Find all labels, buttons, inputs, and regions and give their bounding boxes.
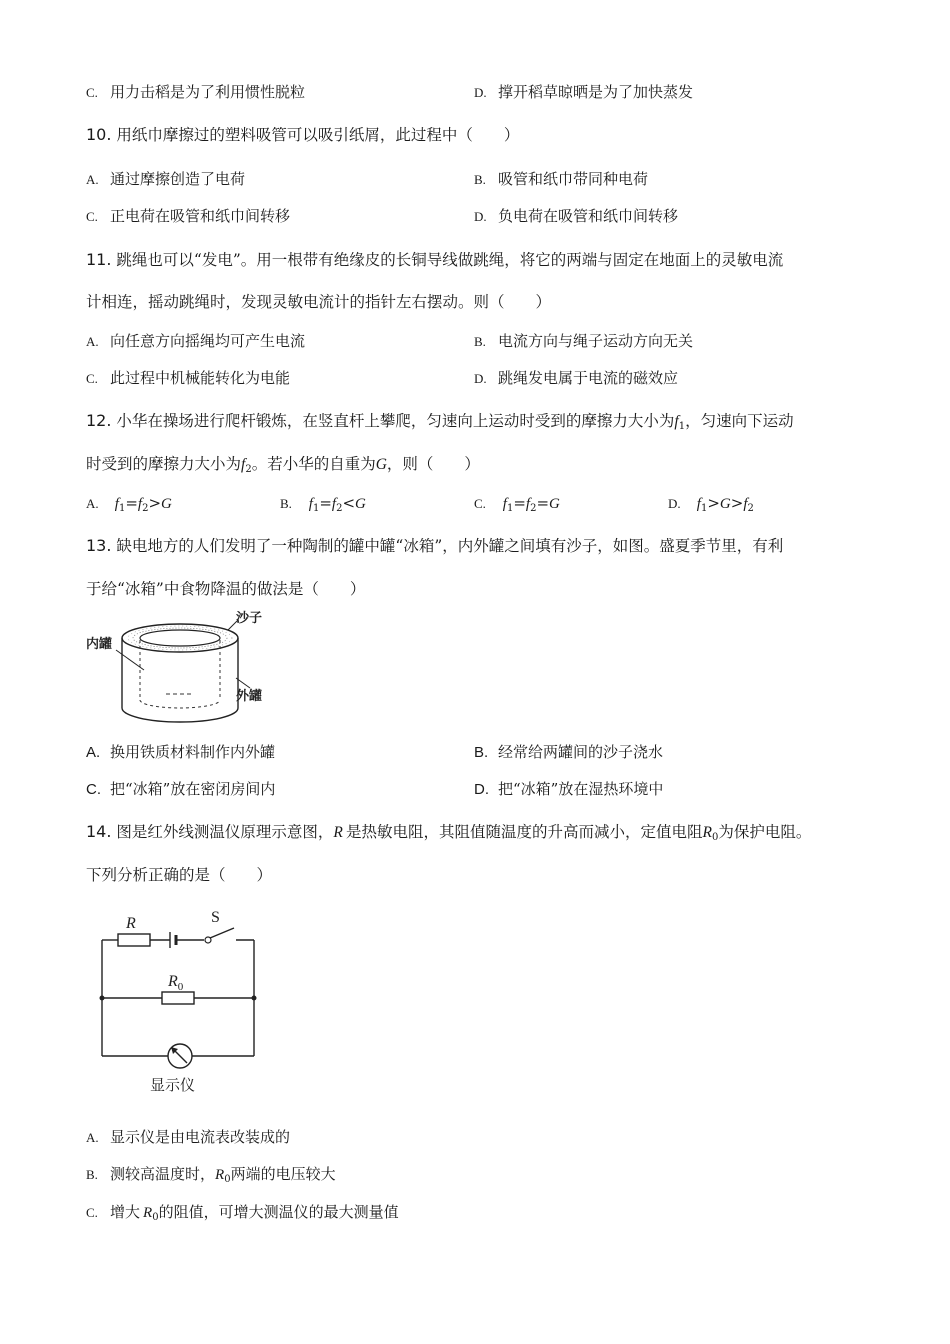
pot-in-pot-figure — [86, 608, 276, 733]
g-symbol: G — [161, 496, 172, 512]
option-text: 的阻值，可增大测温仪的最大测量值 — [158, 1203, 399, 1221]
relation: = — [319, 494, 332, 512]
stem-text: 。若小华的自重为 — [251, 455, 376, 473]
subscript: 0 — [152, 1212, 159, 1223]
option-text: 增大 — [110, 1203, 141, 1221]
g-symbol: G — [549, 496, 560, 512]
question-number: 11. — [86, 250, 112, 269]
option-label: A. — [86, 496, 99, 511]
q9-option-c — [86, 82, 305, 103]
f-symbol: f — [743, 496, 748, 512]
stem-text: 图是红外线测温仪原理示意图， — [116, 823, 334, 841]
f-symbol: f — [525, 496, 531, 512]
q13-option-c — [86, 779, 275, 800]
q12-option-c — [474, 493, 560, 514]
f-symbol: f — [137, 496, 143, 512]
stem-text: 时受到的摩擦力大小为 — [86, 455, 242, 473]
stem-text: ，则（ ） — [386, 455, 480, 473]
option-text: 电流方向与绳子运动方向无关 — [498, 332, 694, 350]
relation: > — [730, 494, 744, 512]
subscript: 1 — [678, 421, 686, 432]
subscript: 2 — [530, 503, 537, 514]
resistor-r0 — [162, 992, 194, 1004]
option-text: 向任意方向摇绳均可产生电流 — [110, 332, 306, 350]
option-text: 显示仪是由电流表改装成的 — [110, 1128, 291, 1146]
option-label: B. — [474, 334, 486, 349]
label-inner-pot: 内罐 — [86, 637, 113, 652]
stem-text: 下列分析正确的是（ ） — [86, 866, 273, 884]
r-symbol: R — [333, 824, 343, 841]
stem-text: ，匀速向下运动 — [685, 412, 794, 430]
subscript: 1 — [506, 503, 514, 514]
q10-option-a — [86, 169, 245, 190]
f-symbol: f — [331, 496, 337, 512]
switch-lever — [210, 928, 234, 938]
option-label: D. — [474, 781, 489, 798]
option-label: B. — [474, 172, 486, 187]
f-symbol: f — [308, 496, 313, 512]
q13-stem-line2 — [86, 579, 365, 599]
label-r0: $R_0$ — [168, 973, 184, 993]
option-text: 换用铁质材料制作内外罐 — [110, 743, 276, 761]
option-label: C. — [474, 496, 486, 511]
label-s: S — [211, 909, 220, 926]
f-symbol: f — [696, 496, 701, 512]
q13-option-a — [86, 742, 275, 763]
option-label: B. — [474, 744, 489, 761]
thermistor-r — [118, 934, 150, 946]
option-text: 两端的电压较大 — [230, 1165, 336, 1183]
option-label: A. — [86, 744, 101, 761]
f-symbol: f — [502, 496, 507, 512]
q11-option-d — [474, 368, 678, 389]
relation: > — [707, 494, 720, 512]
subscript: 2 — [142, 503, 149, 514]
q14-option-b — [86, 1164, 336, 1185]
subscript: 0 — [711, 832, 719, 843]
option-label: A. — [86, 172, 99, 187]
option-label: D. — [474, 209, 487, 224]
q14-option-c — [86, 1202, 399, 1223]
question-number: 14. — [86, 822, 112, 841]
g-symbol: G — [355, 496, 366, 512]
f-symbol: f — [114, 496, 119, 512]
r0-symbol: R — [702, 824, 712, 841]
relation: = — [536, 494, 550, 512]
option-text: 跳绳发电属于电流的磁效应 — [498, 369, 679, 387]
q13-stem-line1 — [86, 536, 783, 556]
subscript: 0 — [224, 1174, 231, 1185]
option-label: B. — [86, 1167, 98, 1182]
option-text: 把“冰箱”放在密闭房间内 — [110, 780, 276, 798]
option-text: 此过程中机械能转化为电能 — [110, 369, 291, 387]
stem-text: 小华在操场进行爬杆锻炼，在竖直杆上攀爬，匀速向上运动时受到的摩擦力大小为 — [116, 412, 675, 430]
subscript: 2 — [747, 503, 754, 514]
q10-stem — [86, 125, 519, 145]
subscript: 1 — [312, 503, 320, 514]
q11-stem-line1 — [86, 250, 783, 270]
option-text: 负电荷在吸管和纸巾间转移 — [498, 207, 679, 225]
option-label: C. — [86, 781, 101, 798]
question-number: 10. — [86, 125, 112, 144]
q10-option-d — [474, 206, 678, 227]
q11-option-b — [474, 331, 693, 352]
option-label: C. — [86, 209, 98, 224]
q11-option-a — [86, 331, 305, 352]
option-label: D. — [668, 496, 681, 511]
relation: = — [125, 494, 138, 512]
question-number: 13. — [86, 536, 112, 555]
option-label: C. — [86, 85, 98, 100]
q11-option-c — [86, 368, 290, 389]
label-r: R — [126, 915, 136, 932]
option-text: 撑开稻草晾晒是为了加快蒸发 — [498, 83, 694, 101]
question-number: 12. — [86, 411, 112, 430]
stem-text: 计相连，摇动跳绳时，发现灵敏电流计的指针左右摆动。则（ ） — [86, 293, 552, 311]
q14-option-a — [86, 1127, 290, 1148]
option-text: 用力击稻是为了利用惯性脱粒 — [110, 83, 306, 101]
subscript: 2 — [336, 503, 343, 514]
f-symbol: f — [674, 413, 679, 430]
q12-option-d — [668, 493, 754, 514]
option-text: 吸管和纸巾带同种电荷 — [498, 170, 649, 188]
stem-text: 为保护电阻。 — [718, 823, 812, 841]
option-text: 经常给两罐间的沙子浇水 — [498, 743, 664, 761]
q13-option-b — [474, 742, 663, 763]
q12-stem-line1 — [86, 411, 794, 432]
option-label: C. — [86, 371, 98, 386]
q10-option-b — [474, 169, 648, 190]
label-outer-pot: 外罐 — [236, 689, 263, 704]
option-label: B. — [280, 496, 292, 511]
circuit-diagram — [96, 906, 266, 1096]
q12-option-a — [86, 493, 172, 514]
option-label: A. — [86, 334, 99, 349]
subscript: 1 — [118, 503, 126, 514]
stem-text: 跳绳也可以“发电”。用一根带有绝缘皮的长铜导线做跳绳，将它的两端与固定在地面上的灵敏电流 — [116, 251, 784, 269]
relation: = — [513, 494, 526, 512]
g-symbol: G — [719, 496, 731, 512]
stem-text: 是热敏电阻，其阻值随温度的升高而减小，定值电阻 — [345, 823, 703, 841]
stem-text: 用纸巾摩擦过的塑料吸管可以吸引纸屑，此过程中（ ） — [116, 126, 520, 144]
option-label: D. — [474, 371, 487, 386]
q14-stem-line1 — [86, 822, 811, 843]
q10-option-c — [86, 206, 290, 227]
relation: < — [342, 494, 356, 512]
option-label: C. — [86, 1205, 98, 1220]
relation: > — [148, 494, 162, 512]
subscript: 2 — [245, 464, 252, 475]
option-text: 正电荷在吸管和纸巾间转移 — [110, 207, 291, 225]
r0-symbol: R — [143, 1205, 153, 1221]
option-text: 通过摩擦创造了电荷 — [110, 170, 246, 188]
q9-option-d — [474, 82, 693, 103]
g-symbol: G — [375, 456, 387, 473]
option-label: D. — [474, 85, 487, 100]
option-label: A. — [86, 1130, 99, 1145]
f-symbol: f — [241, 456, 246, 473]
label-display: 显示仪 — [150, 1076, 196, 1094]
q14-stem-line2 — [86, 865, 272, 885]
r0-symbol: R — [215, 1167, 225, 1183]
option-text: 测较高温度时， — [110, 1165, 216, 1183]
stem-text: 于给“冰箱”中食物降温的做法是（ ） — [86, 580, 366, 598]
option-text: 把“冰箱”放在湿热环境中 — [498, 780, 664, 798]
q11-stem-line2 — [86, 292, 551, 312]
q12-option-b — [280, 493, 366, 514]
q12-stem-line2 — [86, 454, 480, 475]
q13-option-d — [474, 779, 663, 800]
label-sand: 沙子 — [236, 611, 263, 626]
subscript: 1 — [700, 503, 708, 514]
stem-text: 缺电地方的人们发明了一种陶制的罐中罐“冰箱”，内外罐之间填有沙子，如图。盛夏季节里，有利 — [116, 537, 784, 555]
